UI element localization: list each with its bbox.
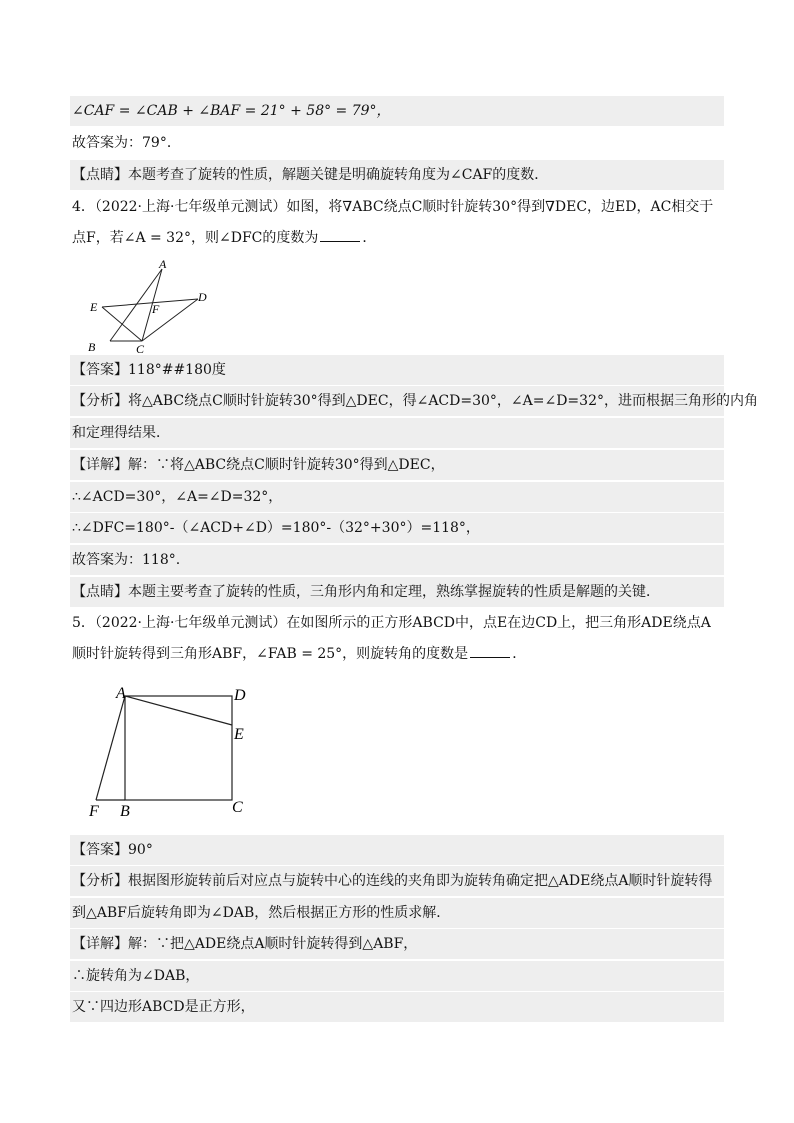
label-d: D	[198, 290, 207, 304]
label-e: E	[234, 726, 244, 743]
figure-square-rotation	[80, 680, 260, 825]
label-b: B	[88, 340, 96, 354]
detail-4-line-3: ∴∠DFC=180°-（∠ACD+∠D）=180°-（32°+30°）=118°，	[70, 513, 724, 543]
question-5-line-2: 顺时针旋转得到三角形ABF，∠FAB = 25°，则旋转角的度数是 ．	[70, 639, 724, 669]
answer-4: 【答案】118°##180度	[70, 355, 724, 385]
solution-line-caf: ∠CAF = ∠CAB + ∠BAF = 21° + 58° = 79°，	[70, 96, 724, 126]
analysis-5-line-2: 到△ABF后旋转角即为∠DAB，然后根据正方形的性质求解．	[70, 898, 724, 928]
label-b: B	[120, 803, 130, 820]
remark-line-q3: 【点睛】本题考查了旋转的性质，解题关键是明确旋转角度为∠CAF的度数．	[70, 160, 724, 190]
question-5-line-1: 5．（2022·上海·七年级单元测试）在如图所示的正方形ABCD中，点E在边CD上，把三角形ADE绕点A	[72, 615, 711, 631]
detail-4-line-4: 故答案为：118°.	[70, 545, 724, 575]
question-4-line-2: 点F，若∠A = 32°，则∠DFC的度数为 ．	[70, 223, 724, 253]
label-c: C	[136, 342, 145, 355]
label-a: A	[116, 685, 126, 702]
label-a: A	[159, 257, 167, 271]
detail-4-line-1: 【详解】解：∵将△ABC绕点C顺时针旋转30°得到△DEC，	[70, 450, 724, 480]
remark-4: 【点睛】本题主要考查了旋转的性质，三角形内角和定理，熟练掌握旋转的性质是解题的关键．	[70, 577, 724, 607]
question-4-line-1: 4．（2022·上海·七年级单元测试）如图，将∇ABC绕点C顺时针旋转30°得到∇DEC，边ED，AC相交于	[72, 199, 714, 215]
detail-5-line-2: ∴旋转角为∠DAB，	[70, 961, 724, 991]
label-d: D	[234, 687, 246, 704]
label-f: F	[89, 803, 99, 820]
figure-triangle-rotation	[80, 255, 230, 355]
answer-5: 【答案】90°	[70, 835, 724, 865]
analysis-4-line-2: 和定理得结果．	[70, 418, 724, 448]
label-e: E	[90, 300, 98, 314]
answer-blank	[320, 227, 360, 242]
detail-4-line-2: ∴∠ACD=30°，∠A=∠D=32°，	[70, 482, 724, 512]
detail-5-line-3: 又∵四边形ABCD是正方形，	[70, 992, 724, 1022]
label-c: C	[232, 799, 243, 816]
analysis-4-line-1: 【分析】将△ABC绕点C顺时针旋转30°得到△DEC，得∠ACD=30°，∠A=∠D=32°，进而根据三角形的内角	[70, 386, 724, 416]
analysis-5-line-1: 【分析】根据图形旋转前后对应点与旋转中心的连线的夹角即为旋转角确定把△ADE绕点A顺时针旋转得	[70, 866, 724, 896]
label-f: F	[152, 302, 160, 316]
answer-blank	[470, 643, 510, 658]
detail-5-line-1: 【详解】解：∵把△ADE绕点A顺时针旋转得到△ABF，	[70, 929, 724, 959]
answer-line-79: 故答案为：79°．	[72, 135, 181, 151]
